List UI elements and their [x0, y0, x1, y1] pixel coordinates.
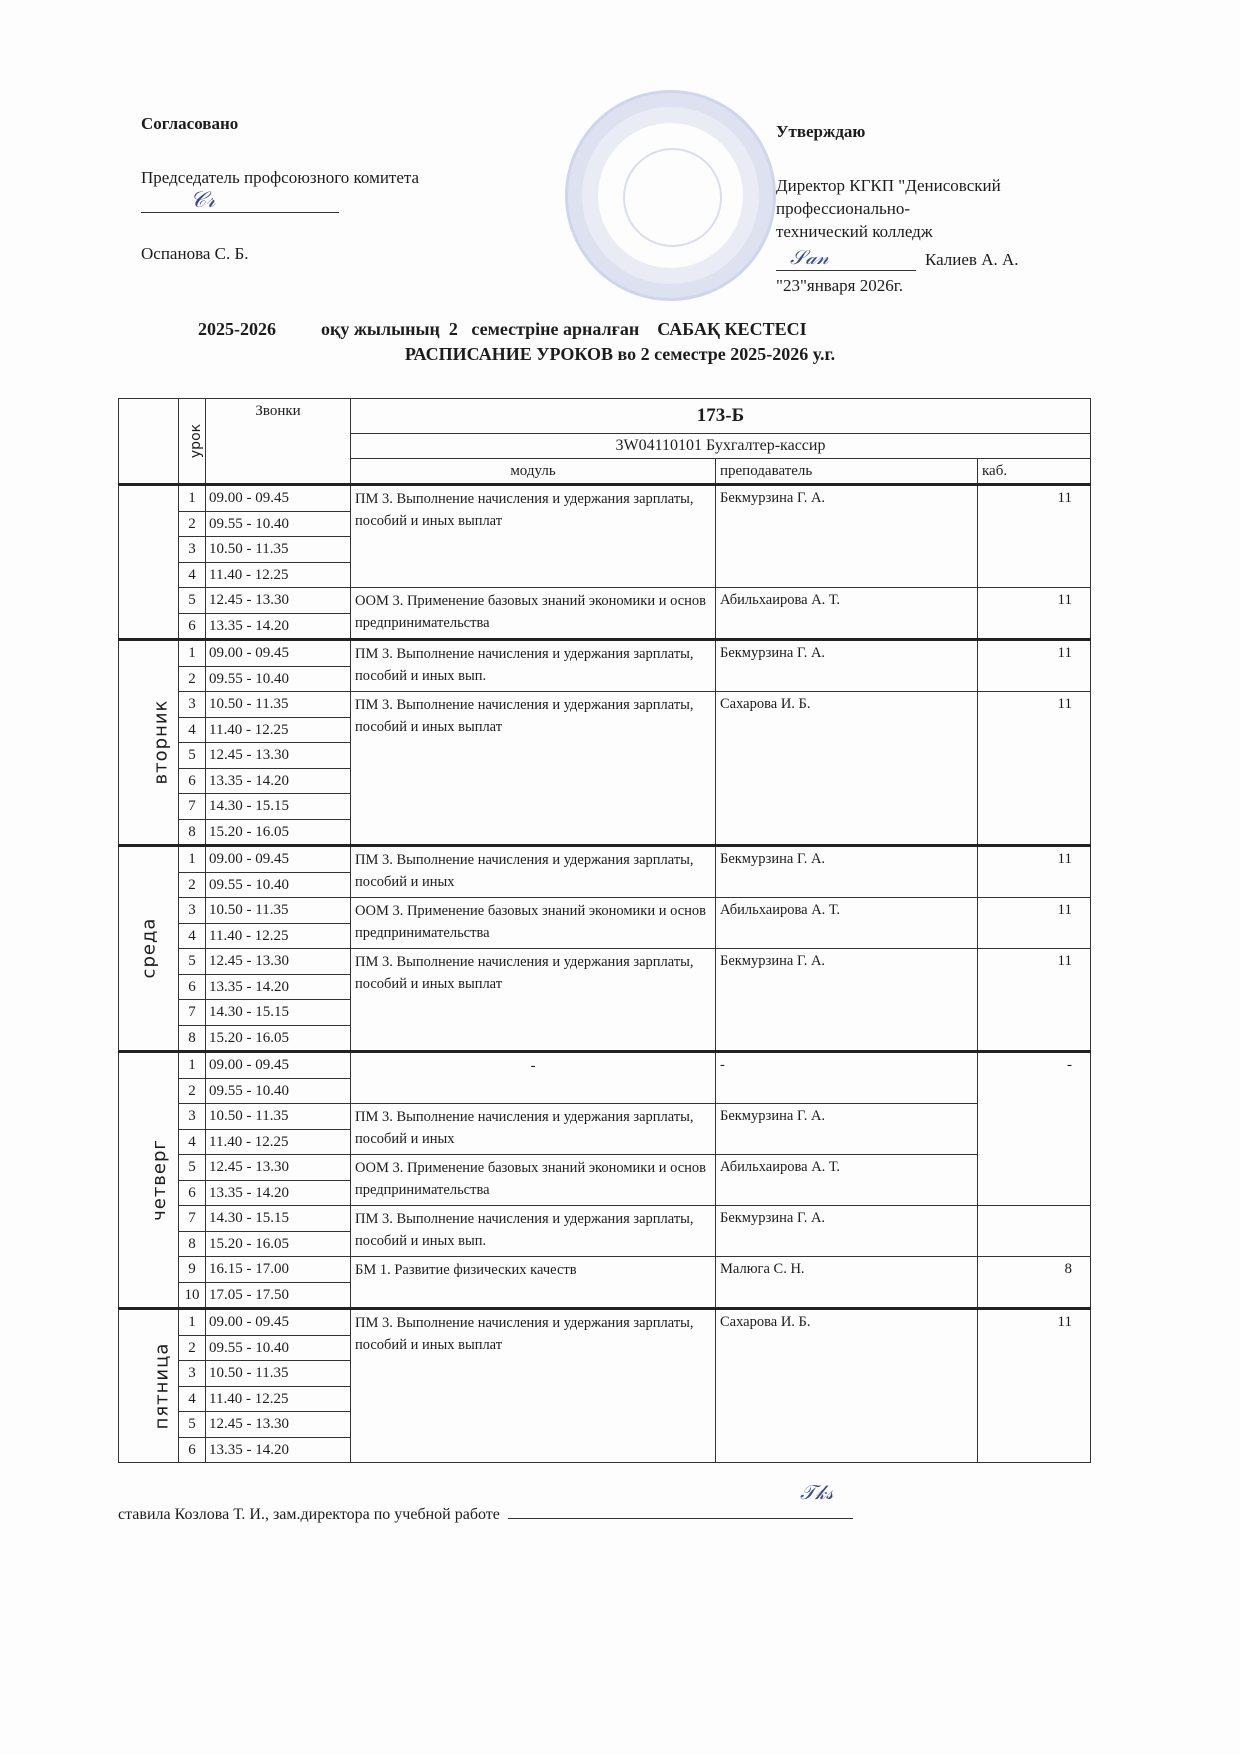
lesson-number: 3 [179, 1361, 206, 1387]
room-cell: 11 [978, 640, 1091, 692]
lesson-number: 2 [179, 1335, 206, 1361]
teacher-cell: Бекмурзина Г. А. [716, 485, 978, 588]
header-teacher: преподаватель [716, 459, 978, 485]
lesson-time: 12.45 - 13.30 [206, 1155, 351, 1181]
lesson-time: 14.30 - 15.15 [206, 1206, 351, 1232]
header-row-group [119, 399, 1091, 434]
lesson-time: 10.50 - 11.35 [206, 537, 351, 563]
room-cell: 11 [978, 949, 1091, 1052]
teacher-cell: Бекмурзина Г. А. [716, 1104, 978, 1155]
lesson-number: 4 [179, 562, 206, 588]
lesson-time: 10.50 - 11.35 [206, 898, 351, 924]
table-row [119, 485, 1091, 512]
header-lesson: урок [188, 423, 205, 459]
teacher-cell: Бекмурзина Г. А. [716, 846, 978, 898]
table-row [119, 846, 1091, 873]
lesson-time: 09.55 - 10.40 [206, 666, 351, 692]
lesson-number: 1 [179, 1052, 206, 1079]
teacher-cell: Абильхаирова А. Т. [716, 1155, 978, 1206]
day-name: понедельник [176, 493, 179, 630]
table-row [119, 1257, 1091, 1283]
day-name: вторник [150, 699, 172, 785]
room-cell: - [978, 1052, 1091, 1206]
header-bells: Звонки [206, 399, 351, 485]
day-name: пятница [151, 1342, 173, 1429]
lesson-time: 13.35 - 14.20 [206, 1180, 351, 1206]
table-row [119, 588, 1091, 614]
day-name: среда [138, 917, 160, 979]
title-ru: РАСПИСАНИЕ УРОКОВ во 2 семестре 2025-2026 у.г. [404, 344, 836, 364]
lesson-number: 1 [179, 846, 206, 873]
module-cell: - [351, 1052, 716, 1104]
module-cell: ООМ 3. Применение базовых знаний экономики и основ предпринимательства [351, 1155, 716, 1206]
day-name: четверг [148, 1138, 170, 1221]
lesson-time: 12.45 - 13.30 [206, 949, 351, 975]
footer-text: ставила Козлова Т. И., зам.директора по учебной работе [118, 1506, 500, 1523]
teacher-cell: Абильхаирова А. Т. [716, 588, 978, 640]
table-row [119, 1309, 1091, 1336]
lesson-time: 15.20 - 16.05 [206, 1231, 351, 1257]
room-cell: 11 [978, 588, 1091, 640]
module-cell: ПМ 3. Выполнение начисления и удержания зарплаты, пособий и иных [351, 846, 716, 898]
lesson-time: 10.50 - 11.35 [206, 1361, 351, 1387]
title-kz: 2025-2026 оқу жылының 2 семестріне арналған САБАҚ КЕСТЕСІ [198, 319, 807, 339]
lesson-number: 7 [179, 794, 206, 820]
footer-signature-line [508, 1518, 853, 1519]
teacher-cell: Бекмурзина Г. А. [716, 1206, 978, 1257]
lesson-number: 3 [179, 537, 206, 563]
lesson-number: 1 [179, 485, 206, 512]
table-row [119, 898, 1091, 924]
approval-right-heading: Утверждаю [776, 122, 866, 141]
lesson-time: 12.45 - 13.30 [206, 1412, 351, 1438]
lesson-number: 8 [179, 1025, 206, 1052]
lesson-time: 11.40 - 12.25 [206, 923, 351, 949]
lesson-number: 2 [179, 872, 206, 898]
lesson-number: 5 [179, 1412, 206, 1438]
teacher-cell: Абильхаирова А. Т. [716, 898, 978, 949]
approval-right-date: "23"января 2026г. [776, 276, 904, 295]
teacher-cell: Бекмурзина Г. А. [716, 949, 978, 1052]
lesson-number: 4 [179, 1386, 206, 1412]
schedule-body [119, 399, 1091, 1463]
day-cell [119, 846, 179, 1052]
header-module: модуль [351, 459, 716, 485]
module-cell: ПМ 3. Выполнение начисления и удержания зарплаты, пособий и иных вып. [351, 640, 716, 692]
module-cell: ПМ 3. Выполнение начисления и удержания зарплаты, пособий и иных выплат [351, 692, 716, 846]
day-cell [119, 485, 179, 640]
teacher-cell: Малюга С. Н. [716, 1257, 978, 1309]
approval-right-name: Калиев А. А. [925, 250, 1019, 269]
module-cell: ООМ 3. Применение базовых знаний экономики и основ предпринимательства [351, 588, 716, 640]
header-specialty: 3W04110101 Бухгалтер-кассир [351, 434, 1091, 459]
room-cell [978, 1206, 1091, 1257]
lesson-number: 2 [179, 1078, 206, 1104]
header-lesson-cell [179, 399, 206, 485]
lesson-number: 5 [179, 949, 206, 975]
lesson-time: 16.15 - 17.00 [206, 1257, 351, 1283]
lesson-number: 3 [179, 1104, 206, 1130]
lesson-number: 4 [179, 717, 206, 743]
lesson-time: 12.45 - 13.30 [206, 743, 351, 769]
table-row [119, 1206, 1091, 1232]
lesson-number: 5 [179, 743, 206, 769]
lesson-time: 15.20 - 16.05 [206, 1025, 351, 1052]
lesson-time: 11.40 - 12.25 [206, 1386, 351, 1412]
lesson-time: 10.50 - 11.35 [206, 1104, 351, 1130]
lesson-number: 8 [179, 819, 206, 846]
approval-right-position-line2: профессионально- [776, 199, 911, 218]
lesson-time: 15.20 - 16.05 [206, 819, 351, 846]
lesson-number: 4 [179, 1129, 206, 1155]
lesson-number: 7 [179, 1206, 206, 1232]
room-cell: 8 [978, 1257, 1091, 1309]
lesson-time: 09.00 - 09.45 [206, 485, 351, 512]
module-cell: ООМ 3. Применение базовых знаний экономики и основ предпринимательства [351, 898, 716, 949]
lesson-time: 10.50 - 11.35 [206, 692, 351, 718]
teacher-cell: Бекмурзина Г. А. [716, 640, 978, 692]
lesson-time: 09.55 - 10.40 [206, 1335, 351, 1361]
official-stamp [565, 90, 776, 301]
lesson-time: 09.00 - 09.45 [206, 846, 351, 873]
approval-left-position: Председатель профсоюзного комитета [141, 168, 420, 187]
lesson-number: 5 [179, 1155, 206, 1181]
module-cell: ПМ 3. Выполнение начисления и удержания зарплаты, пособий и иных выплат [351, 949, 716, 1052]
lesson-number: 4 [179, 923, 206, 949]
footer-signature: 𝒯𝓀𝓈 [800, 1480, 834, 1504]
approval-right-signature: 𝒮𝒶𝓃 [790, 245, 829, 269]
approval-left-name: Оспанова С. Б. [141, 244, 249, 263]
day-cell [119, 1052, 179, 1309]
approval-left-signature-line [141, 212, 339, 213]
lesson-number: 9 [179, 1257, 206, 1283]
approval-right-position-line3: технический колледж [776, 222, 933, 241]
table-row [119, 1155, 1091, 1181]
schedule-table [118, 398, 1091, 1463]
footer-compiled-by [118, 1505, 853, 1525]
lesson-time: 09.55 - 10.40 [206, 1078, 351, 1104]
lesson-time: 09.55 - 10.40 [206, 511, 351, 537]
lesson-time: 13.35 - 14.20 [206, 613, 351, 640]
lesson-time: 13.35 - 14.20 [206, 768, 351, 794]
lesson-number: 2 [179, 511, 206, 537]
lesson-number: 3 [179, 898, 206, 924]
teacher-cell: Сахарова И. Б. [716, 692, 978, 846]
day-cell [119, 1309, 179, 1463]
lesson-number: 2 [179, 666, 206, 692]
lesson-number: 3 [179, 692, 206, 718]
lesson-time: 17.05 - 17.50 [206, 1282, 351, 1309]
lesson-number: 8 [179, 1231, 206, 1257]
approval-right-position-line1: Директор КГКП "Денисовский [776, 176, 1001, 195]
room-cell: 11 [978, 898, 1091, 949]
lesson-time: 12.45 - 13.30 [206, 588, 351, 614]
lesson-time: 09.00 - 09.45 [206, 640, 351, 667]
lesson-time: 14.30 - 15.15 [206, 1000, 351, 1026]
lesson-time: 09.55 - 10.40 [206, 872, 351, 898]
stamp-emblem [623, 148, 722, 247]
table-row [119, 949, 1091, 975]
approval-right-signature-line [776, 270, 916, 271]
lesson-number: 1 [179, 1309, 206, 1336]
lesson-number: 6 [179, 1180, 206, 1206]
lesson-time: 09.00 - 09.45 [206, 1309, 351, 1336]
table-row [119, 1104, 1091, 1130]
lesson-number: 1 [179, 640, 206, 667]
lesson-time: 14.30 - 15.15 [206, 794, 351, 820]
lesson-time: 11.40 - 12.25 [206, 562, 351, 588]
day-cell [119, 640, 179, 846]
approval-left-heading: Согласовано [141, 114, 239, 133]
room-cell: 11 [978, 1309, 1091, 1463]
module-cell: ПМ 3. Выполнение начисления и удержания зарплаты, пособий и иных вып. [351, 1206, 716, 1257]
module-cell: ПМ 3. Выполнение начисления и удержания зарплаты, пособий и иных выплат [351, 485, 716, 588]
teacher-cell: Сахарова И. Б. [716, 1309, 978, 1463]
header-group: 173-Б [351, 399, 1091, 434]
teacher-cell: - [716, 1052, 978, 1104]
room-cell: 11 [978, 692, 1091, 846]
lesson-number: 6 [179, 768, 206, 794]
lesson-number: 5 [179, 588, 206, 614]
module-cell: БМ 1. Развитие физических качеств [351, 1257, 716, 1309]
lesson-number: 6 [179, 1437, 206, 1463]
lesson-number: 6 [179, 974, 206, 1000]
room-cell: 11 [978, 485, 1091, 588]
lesson-time: 11.40 - 12.25 [206, 717, 351, 743]
module-cell: ПМ 3. Выполнение начисления и удержания зарплаты, пособий и иных [351, 1104, 716, 1155]
lesson-time: 13.35 - 14.20 [206, 1437, 351, 1463]
approval-left-signature: 𝒞𝓇 [190, 188, 216, 213]
room-cell: 11 [978, 846, 1091, 898]
lesson-number: 6 [179, 613, 206, 640]
lesson-number: 10 [179, 1282, 206, 1309]
lesson-time: 13.35 - 14.20 [206, 974, 351, 1000]
lesson-time: 09.00 - 09.45 [206, 1052, 351, 1079]
header-room: каб. [978, 459, 1091, 485]
table-row [119, 1052, 1091, 1079]
module-cell: ПМ 3. Выполнение начисления и удержания зарплаты, пособий и иных выплат [351, 1309, 716, 1463]
table-row [119, 640, 1091, 667]
table-row [119, 692, 1091, 718]
header-day-cell [119, 399, 179, 485]
lesson-number: 7 [179, 1000, 206, 1026]
lesson-time: 11.40 - 12.25 [206, 1129, 351, 1155]
